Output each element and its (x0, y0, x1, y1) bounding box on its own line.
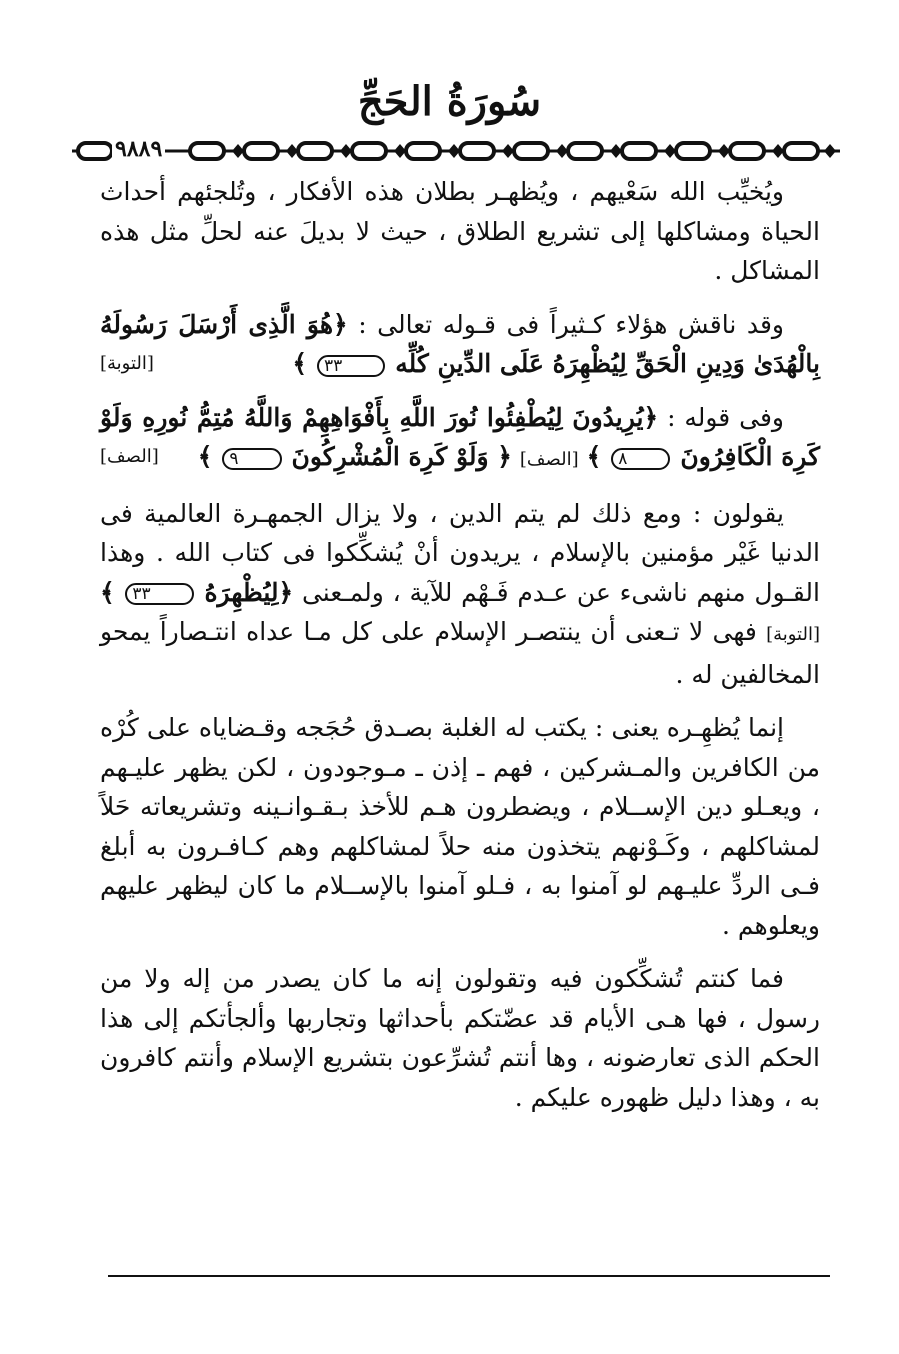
paragraph-4 (100, 494, 820, 695)
verse-number: ٣٣ (317, 355, 385, 377)
decorative-border (72, 136, 840, 166)
verse-close-bracket: ﴾ (100, 577, 115, 607)
paragraph-text: يقولون : ومع ذلك لم يتم الدين ، ولا يزال الجمهـرة العالمية فى الدنيا غَيْر مؤمنين بالإسلام ، يريدون أنْ يُشكِّكوا فى كتاب الله . وهذا القـول منهم ناشىء عن عـدم فَـهْم للآية ، ولمـعنى (100, 498, 820, 607)
quran-verse: ﴿لِيُظْهِرَهُ (204, 577, 294, 607)
paragraph-2 (100, 305, 820, 384)
paragraph-3 (100, 398, 820, 480)
paragraph-text: فهى لا تـعنى أن ينتصـر الإسلام على كل مـا عداه انتـصاراً يمحو المخالفين له . (100, 617, 820, 689)
quran-verse: ﴿هُوَ الَّذِى أَرْسَلَ رَسُولَهُ بِالْهُدَىٰ وَدِينِ الْحَقِّ لِيُظْهِرَهُ عَلَى الدِّينِ كُلِّه (100, 309, 820, 378)
surah-reference: [الصف] (519, 449, 579, 470)
surah-reference: [التوبة] (766, 624, 820, 645)
paragraph-1: ويُخيِّب الله سَعْيهم ، ويُظهـر بطلان هذه الأفكار ، وتُلجئهم أحداث الحياة ومشاكلها إلى تشريع الطلاق ، حيث لا بديلَ عنه لحلِّ مثل هذه المشاكل . (100, 177, 820, 285)
verse-close-bracket: ﴾ (292, 349, 308, 378)
verse-number: ٩ (222, 448, 281, 470)
footer-rule (108, 1275, 830, 1277)
surah-title: سُورَةُ الحَجِّ (357, 78, 542, 125)
page-number: ٩٨٨٩ (112, 135, 165, 163)
paragraph-5: إنما يُظهِـره يعنى : يكتب له الغلبة بصـدق حُجَجه وقـضاياه على كُرْه من الكافرين والمـشركين ، فهم ـ إذن ـ مـوجودون ، لكن يظهر عليـهم ، ويعـلو دين الإســلام ، ويضطرون هـم للأخذ بـقـوانـينه وتشريعاته حَلاً لمشاكلهم ، وكَـوْنهم يتخذون منه حلاً لمشاكلهم وهم كـافـرون به أبلغ فـى الردِّ عليـهم لو آمنوا به ، فـلو آمنوا بالإســلام ما كان ليظهر عليهم ويعلوهم . (100, 713, 820, 940)
quran-verse: ﴿ وَلَوْ كَرِهَ الْمُشْرِكُونَ (291, 442, 512, 471)
verse-intro: وفى قوله : (667, 402, 784, 432)
quran-verse: ﴿يُرِيدُونَ لِيُطْفِئُوا نُورَ اللَّهِ بِأَفْوَاهِهِمْ وَاللَّهُ مُتِمُّ نُورِهِ وَلَوْ كَرِهَ الْكَافِرُونَ (100, 402, 820, 471)
page-body (100, 172, 820, 1117)
surah-reference: [التوبة] (100, 353, 154, 374)
surah-reference: [الصف] (100, 446, 159, 467)
verse-close-bracket: ﴾ (197, 442, 213, 471)
paragraph-6: فما كنتم تُشكِّكون فيه وتقولون إنه ما كان يصدر من إله ولا من رسول ، فها هـى الأيام قد عضّتكم بأحداثها وتجاربها وألجأتكم إلى هذا الحكم الذى تعارضونه ، وها أنتم تُشرِّعون بتشريع الإسلام وأنتم كافرون به ، وهذا دليل ظهوره عليكم . (100, 964, 820, 1112)
verse-number: ٨ (611, 448, 670, 470)
verse-close-bracket: ﴾ (586, 442, 602, 471)
verse-intro: وقد ناقش هؤلاء كـثيراً فى قـوله تعالى : (358, 309, 784, 339)
verse-number: ٣٣ (125, 583, 193, 605)
